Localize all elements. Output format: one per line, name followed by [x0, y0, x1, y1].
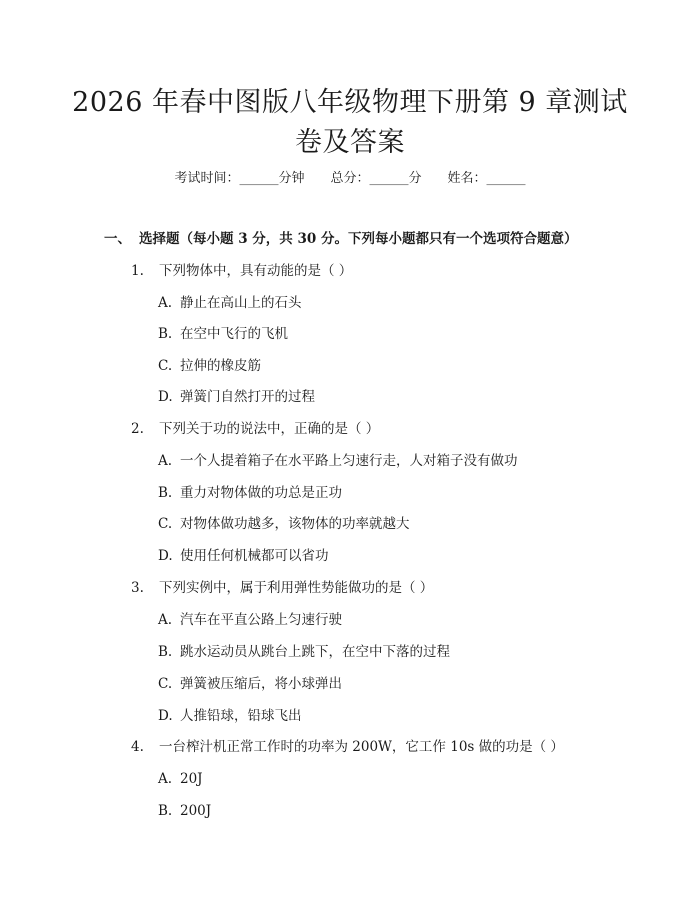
- section-title: 选择题（每小题 3 分，共 30 分。下列每小题都只有一个选项符合题意）: [139, 231, 578, 247]
- document-title-line-1: 2026 年春中图版八年级物理下册第 9 章测试: [72, 87, 628, 118]
- document-title-line-2: 卷及答案: [295, 127, 405, 158]
- section-heading: [104, 230, 577, 248]
- option-text: 重力对物体做的功总是正功: [180, 485, 342, 501]
- question-2-option-d: [158, 547, 329, 565]
- question-number: 4.: [131, 739, 144, 755]
- question-text: 下列关于功的说法中，正确的是（ ）: [159, 421, 380, 437]
- option-letter: B.: [158, 644, 173, 660]
- student-name-field: 姓名：______: [447, 171, 526, 186]
- option-letter: C.: [158, 516, 173, 532]
- option-text: 静止在高山上的石头: [180, 295, 302, 311]
- question-2-option-b: [158, 484, 342, 502]
- option-letter: B.: [158, 803, 173, 819]
- option-letter: D.: [158, 708, 173, 724]
- question-1-option-c: [158, 357, 261, 375]
- option-text: 拉伸的橡皮筋: [180, 358, 261, 374]
- option-text: 人推铅球，铅球飞出: [180, 708, 302, 724]
- option-text: 跳水运动员从跳台上跳下，在空中下落的过程: [180, 644, 450, 660]
- question-1-option-b: [158, 325, 288, 343]
- question-number: 3.: [131, 580, 144, 596]
- question-number: 1.: [131, 263, 144, 279]
- option-letter: B.: [158, 326, 173, 342]
- exam-time-field: 考试时间：______分钟: [174, 171, 305, 186]
- exam-meta: [0, 170, 700, 188]
- question-2-option-c: [158, 515, 410, 533]
- option-text: 对物体做功越多，该物体的功率就越大: [180, 516, 410, 532]
- option-text: 在空中飞行的飞机: [180, 326, 288, 342]
- option-text: 200J: [180, 803, 212, 819]
- question-text: 下列物体中，具有动能的是（ ）: [159, 263, 353, 279]
- question-3-option-d: [158, 707, 302, 725]
- question-3-option-b: [158, 643, 450, 661]
- question-text: 一台榨汁机正常工作时的功率为 200W，它工作 10s 做的功是（ ）: [159, 739, 564, 755]
- option-text: 20J: [180, 771, 203, 787]
- question-1-option-a: [158, 294, 302, 312]
- question-4-option-a: [158, 770, 203, 788]
- option-letter: A.: [158, 612, 173, 628]
- question-4: [131, 738, 564, 756]
- option-letter: A.: [158, 453, 173, 469]
- question-2-option-a: [158, 452, 518, 470]
- option-letter: D.: [158, 389, 173, 405]
- option-text: 弹簧被压缩后，将小球弹出: [180, 676, 342, 692]
- option-text: 弹簧门自然打开的过程: [180, 389, 315, 405]
- option-text: 使用任何机械都可以省功: [180, 548, 329, 564]
- option-letter: A.: [158, 771, 173, 787]
- option-text: 一个人提着箱子在水平路上匀速行走，人对箱子没有做功: [180, 453, 518, 469]
- question-2: [131, 420, 379, 438]
- option-letter: D.: [158, 548, 173, 564]
- total-score-field: 总分：______分: [330, 171, 422, 186]
- option-letter: C.: [158, 358, 173, 374]
- option-letter: C.: [158, 676, 173, 692]
- question-1-option-d: [158, 388, 315, 406]
- option-text: 汽车在平直公路上匀速行驶: [180, 612, 342, 628]
- question-3-option-a: [158, 611, 342, 629]
- question-4-option-b: [158, 802, 211, 820]
- question-3-option-c: [158, 675, 342, 693]
- option-letter: B.: [158, 485, 173, 501]
- question-3: [131, 579, 433, 597]
- section-number: 一、: [104, 231, 131, 247]
- question-number: 2.: [131, 421, 144, 437]
- question-text: 下列实例中，属于利用弹性势能做功的是（ ）: [159, 580, 434, 596]
- option-letter: A.: [158, 295, 173, 311]
- question-1: [131, 262, 352, 280]
